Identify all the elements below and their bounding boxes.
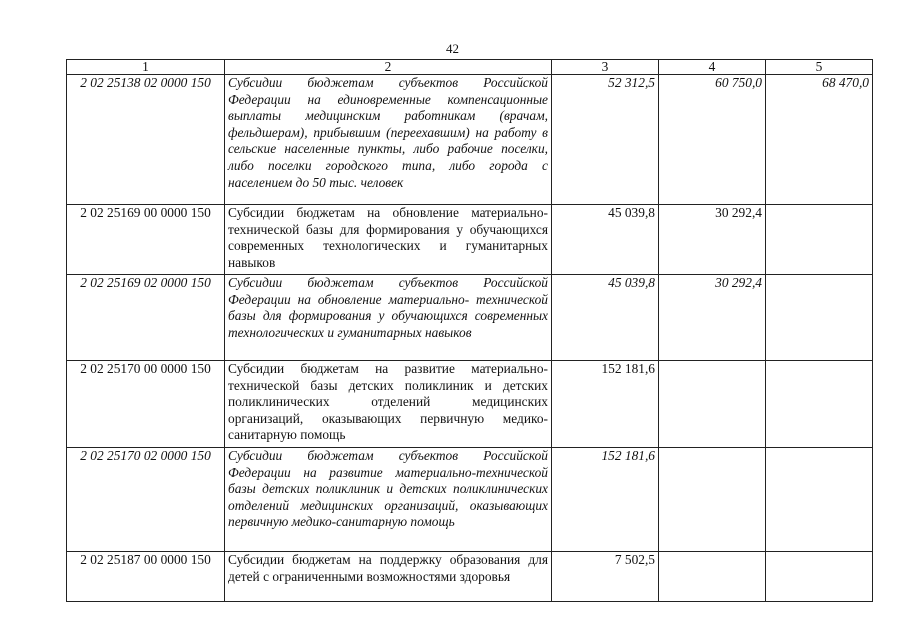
row-description-cell: Субсидии бюджетам субъектов Российской Федерации на единовременные компенсационные выплаты медицинским работникам (врачам, фельдшерам), прибывшим (переехавшим) на работу в сельские населенные пункты, либо рабочие поселки, либо поселки городского типа, либо города с населением до 50 тыс. человек — [225, 75, 552, 205]
row-code-cell: 2 02 25138 02 0000 150 — [67, 75, 225, 205]
row-col4-cell: 30 292,4 — [659, 205, 766, 275]
row-col3-cell: 45 039,8 — [552, 205, 659, 275]
row-col4-cell — [659, 361, 766, 448]
row-col4-cell — [659, 448, 766, 552]
row-col3-cell: 152 181,6 — [552, 361, 659, 448]
row-col3-cell: 52 312,5 — [552, 75, 659, 205]
row-code-cell: 2 02 25169 00 0000 150 — [67, 205, 225, 275]
header-col-2: 2 — [225, 60, 552, 75]
row-col3-cell: 45 039,8 — [552, 275, 659, 361]
budget-table-body — [67, 60, 873, 602]
row-description-cell: Субсидии бюджетам субъектов Российской Федерации на обновление материально- технической базы для формирования у обучающихся современных технологических и гуманитарных навыков — [225, 275, 552, 361]
row-col4-cell: 60 750,0 — [659, 75, 766, 205]
table-row — [67, 205, 873, 275]
row-col5-cell — [766, 552, 873, 602]
row-col5-cell: 68 470,0 — [766, 75, 873, 205]
header-col-3: 3 — [552, 60, 659, 75]
table-row — [67, 552, 873, 602]
row-code-cell: 2 02 25187 00 0000 150 — [67, 552, 225, 602]
row-description-cell: Субсидии бюджетам субъектов Российской Федерации на развитие материально-технической базы детских поликлиник и детских поликлинических отделений медицинских организаций, оказывающих первичную медико-санитарную помощь — [225, 448, 552, 552]
header-col-5: 5 — [766, 60, 873, 75]
row-description-cell: Субсидии бюджетам на обновление материально-технической базы для формирования у обучающихся современных технологических и гуманитарных навыков — [225, 205, 552, 275]
page-number: 42 — [446, 41, 459, 56]
row-code-cell: 2 02 25170 02 0000 150 — [67, 448, 225, 552]
header-col-4: 4 — [659, 60, 766, 75]
budget-table — [66, 59, 873, 602]
row-description-cell: Субсидии бюджетам на развитие материально-технической базы детских поликлиник и детских поликлинических отделений медицинских организаций, оказывающих первичную медико-санитарную помощь — [225, 361, 552, 448]
row-code-cell: 2 02 25170 00 0000 150 — [67, 361, 225, 448]
row-col5-cell — [766, 275, 873, 361]
row-col4-cell: 30 292,4 — [659, 275, 766, 361]
table-row — [67, 275, 873, 361]
table-row — [67, 448, 873, 552]
header-col-1: 1 — [67, 60, 225, 75]
row-col5-cell — [766, 361, 873, 448]
table-header-row — [67, 60, 873, 75]
row-description-cell: Субсидии бюджетам на поддержку образования для детей с ограниченными возможностями здоровья — [225, 552, 552, 602]
row-col5-cell — [766, 448, 873, 552]
row-col4-cell — [659, 552, 766, 602]
table-row — [67, 361, 873, 448]
row-code-cell: 2 02 25169 02 0000 150 — [67, 275, 225, 361]
table-row — [67, 75, 873, 205]
row-col3-cell: 7 502,5 — [552, 552, 659, 602]
row-col3-cell: 152 181,6 — [552, 448, 659, 552]
row-col5-cell — [766, 205, 873, 275]
